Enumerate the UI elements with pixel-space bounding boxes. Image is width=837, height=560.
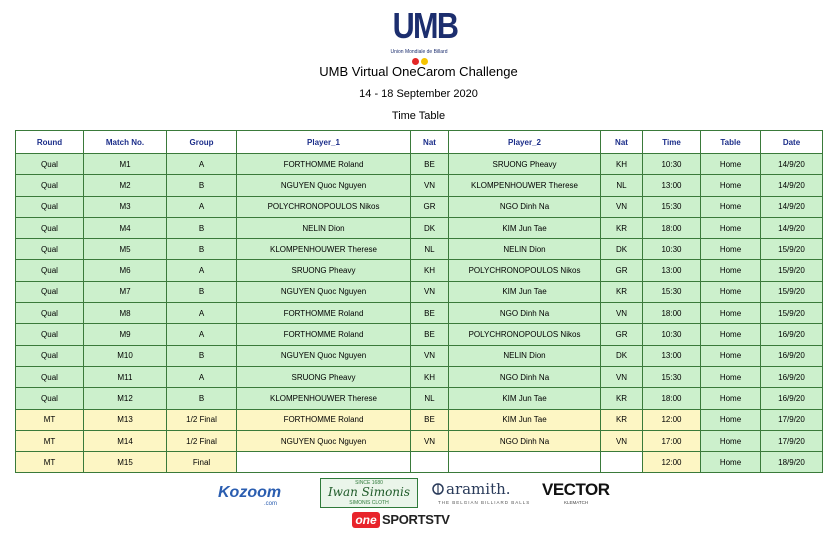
cell-time: 17:00 [643,430,701,451]
cell-nat-2: VN [601,430,643,451]
column-header: Date [761,131,823,154]
cell-group: A [167,366,237,387]
cell-date: 16/9/20 [761,345,823,366]
cell-match-no: M10 [84,345,167,366]
column-header: Table [701,131,761,154]
cell-nat-1: DK [411,217,449,238]
column-header: Time [643,131,701,154]
cell-player-2: NGO Dinh Na [449,430,601,451]
table-row [16,388,823,409]
table-row [16,303,823,324]
cell-date: 17/9/20 [761,409,823,430]
simonis-since: SINCE 1680 [355,480,383,486]
column-header: Group [167,131,237,154]
cell-group: B [167,239,237,260]
cell-date: 17/9/20 [761,430,823,451]
cell-round: MT [16,409,84,430]
cell-date: 14/9/20 [761,175,823,196]
table-row [16,196,823,217]
cell-group: B [167,345,237,366]
cell-round: Qual [16,217,84,238]
cell-date: 14/9/20 [761,154,823,175]
cell-player-2 [449,452,601,473]
table-header-row [16,131,823,154]
cell-table: Home [701,196,761,217]
cell-match-no: M13 [84,409,167,430]
cell-player-1: NGUYEN Quoc Nguyen [237,345,411,366]
cell-table: Home [701,324,761,345]
cell-match-no: M9 [84,324,167,345]
cell-nat-2: KR [601,281,643,302]
cell-match-no: M14 [84,430,167,451]
cell-date: 15/9/20 [761,239,823,260]
kozoom-name: Kozoom [218,484,282,501]
vector-name: VECTOR [542,480,610,499]
cell-player-1: NGUYEN Quoc Nguyen [237,430,411,451]
cell-time: 15:30 [643,281,701,302]
cell-table: Home [701,366,761,387]
cell-table: Home [701,303,761,324]
onesports-one: one [352,512,380,528]
cell-nat-1: NL [411,388,449,409]
cell-nat-1: KH [411,366,449,387]
table-row [16,430,823,451]
cell-match-no: M8 [84,303,167,324]
cell-player-2: POLYCHRONOPOULOS Nikos [449,324,601,345]
cell-nat-2: VN [601,196,643,217]
cell-player-2: KIM Jun Tae [449,281,601,302]
cell-group: 1/2 Final [167,409,237,430]
event-title: UMB Virtual OneCarom Challenge [319,64,518,79]
table-row [16,366,823,387]
cell-match-no: M7 [84,281,167,302]
table-row [16,217,823,238]
cell-time: 18:00 [643,217,701,238]
cell-group: A [167,196,237,217]
cell-time: 12:00 [643,409,701,430]
column-header: Nat [601,131,643,154]
cell-group: A [167,260,237,281]
cell-player-1: KLOMPENHOUWER Therese [237,388,411,409]
cell-player-1: SRUONG Pheavy [237,260,411,281]
vector-logo [542,480,627,508]
cell-match-no: M1 [84,154,167,175]
aramith-logo [432,480,532,508]
cell-match-no: M12 [84,388,167,409]
cell-player-1: KLOMPENHOUWER Therese [237,239,411,260]
cell-table: Home [701,217,761,238]
cell-nat-1: GR [411,196,449,217]
cell-nat-2: VN [601,366,643,387]
table-row [16,409,823,430]
column-header: Round [16,131,84,154]
cell-table: Home [701,175,761,196]
cell-player-1: FORTHOMME Roland [237,303,411,324]
aramith-name: aramith. [446,480,511,498]
cell-group: B [167,388,237,409]
cell-time: 18:00 [643,303,701,324]
cell-round: Qual [16,324,84,345]
cell-nat-1: BE [411,324,449,345]
cell-round: Qual [16,154,84,175]
cell-date: 15/9/20 [761,281,823,302]
cell-round: Qual [16,175,84,196]
cell-player-2: NELIN Dion [449,239,601,260]
cell-time: 12:00 [643,452,701,473]
cell-match-no: M4 [84,217,167,238]
cell-nat-1: KH [411,260,449,281]
cell-nat-1: BE [411,154,449,175]
cell-time: 18:00 [643,388,701,409]
cell-date: 15/9/20 [761,303,823,324]
cell-time: 13:00 [643,260,701,281]
aramith-tagline: THE BELGIAN BILLIARD BALLS [438,500,531,505]
time-table [15,130,823,473]
column-header: Player_1 [237,131,411,154]
cell-round: MT [16,452,84,473]
aramith-icon [432,482,444,496]
cell-nat-1: VN [411,430,449,451]
vector-sub: KLEMATCH [564,500,589,505]
cell-date: 16/9/20 [761,366,823,387]
table-row [16,239,823,260]
cell-table: Home [701,430,761,451]
sponsors-strip [0,478,837,560]
cell-group: 1/2 Final [167,430,237,451]
cell-round: Qual [16,260,84,281]
cell-table: Home [701,388,761,409]
cell-player-2: POLYCHRONOPOULOS Nikos [449,260,601,281]
cell-group: B [167,217,237,238]
cell-nat-2: KR [601,388,643,409]
section-title: Time Table [391,110,446,122]
cell-player-1: NGUYEN Quoc Nguyen [237,281,411,302]
cell-table: Home [701,345,761,366]
umb-logo [388,4,458,66]
cell-nat-1: BE [411,303,449,324]
cell-table: Home [701,409,761,430]
table-row [16,260,823,281]
kozoom-logo [218,484,298,508]
cell-group: A [167,154,237,175]
cell-match-no: M15 [84,452,167,473]
table-row [16,175,823,196]
cell-date: 18/9/20 [761,452,823,473]
cell-round: Qual [16,303,84,324]
table-row [16,452,823,473]
table-row [16,345,823,366]
cell-group: B [167,175,237,196]
cell-match-no: M6 [84,260,167,281]
cell-player-1 [237,452,411,473]
cell-player-2: NGO Dinh Na [449,196,601,217]
cell-nat-1: BE [411,409,449,430]
cell-table: Home [701,154,761,175]
cell-nat-2: DK [601,239,643,260]
cell-nat-2: GR [601,260,643,281]
cell-player-1: NELIN Dion [237,217,411,238]
cell-group: A [167,303,237,324]
cell-player-2: KIM Jun Tae [449,409,601,430]
cell-player-2: KIM Jun Tae [449,217,601,238]
simonis-name: Iwan Simonis [327,485,411,499]
cell-round: Qual [16,239,84,260]
column-header: Player_2 [449,131,601,154]
umb-logo-subtitle: Union Mondiale de Billard [390,49,448,55]
column-header: Match No. [84,131,167,154]
cell-date: 16/9/20 [761,388,823,409]
cell-nat-2: DK [601,345,643,366]
cell-time: 13:00 [643,345,701,366]
cell-table: Home [701,452,761,473]
cell-player-2: SRUONG Pheavy [449,154,601,175]
cell-time: 15:30 [643,196,701,217]
cell-player-1: FORTHOMME Roland [237,409,411,430]
cell-round: Qual [16,366,84,387]
simonis-logo [320,478,418,508]
cell-nat-1 [411,452,449,473]
cell-nat-1: VN [411,345,449,366]
cell-round: Qual [16,281,84,302]
table-row [16,154,823,175]
onesports-logo [352,512,470,528]
cell-nat-2: KH [601,154,643,175]
cell-nat-1: NL [411,239,449,260]
cell-player-1: NGUYEN Quoc Nguyen [237,175,411,196]
cell-date: 15/9/20 [761,260,823,281]
cell-time: 10:30 [643,154,701,175]
cell-nat-2: NL [601,175,643,196]
cell-date: 14/9/20 [761,196,823,217]
cell-player-2: KIM Jun Tae [449,388,601,409]
cell-player-1: SRUONG Pheavy [237,366,411,387]
table-row [16,281,823,302]
cell-match-no: M2 [84,175,167,196]
cell-table: Home [701,281,761,302]
cell-table: Home [701,239,761,260]
table-row [16,324,823,345]
cell-time: 10:30 [643,324,701,345]
kozoom-suffix: .com [264,501,278,507]
cell-nat-2: GR [601,324,643,345]
cell-nat-1: VN [411,281,449,302]
cell-time: 13:00 [643,175,701,196]
cell-time: 10:30 [643,239,701,260]
cell-date: 16/9/20 [761,324,823,345]
cell-date: 14/9/20 [761,217,823,238]
cell-match-no: M5 [84,239,167,260]
cell-match-no: M3 [84,196,167,217]
cell-player-1: FORTHOMME Roland [237,154,411,175]
cell-player-2: NGO Dinh Na [449,303,601,324]
cell-nat-1: VN [411,175,449,196]
umb-logo-letters: UMB [392,5,458,46]
cell-time: 15:30 [643,366,701,387]
cell-nat-2 [601,452,643,473]
simonis-sub: SIMONIS CLOTH [349,500,389,506]
cell-group: A [167,324,237,345]
cell-round: Qual [16,388,84,409]
cell-group: B [167,281,237,302]
cell-round: MT [16,430,84,451]
cell-player-2: NELIN Dion [449,345,601,366]
cell-player-1: FORTHOMME Roland [237,324,411,345]
onesports-sports: SPORTSTV [382,512,450,527]
column-header: Nat [411,131,449,154]
cell-player-1: POLYCHRONOPOULOS Nikos [237,196,411,217]
event-dates: 14 - 18 September 2020 [359,88,478,100]
cell-nat-2: KR [601,217,643,238]
cell-match-no: M11 [84,366,167,387]
cell-player-2: KLOMPENHOUWER Therese [449,175,601,196]
cell-player-2: NGO Dinh Na [449,366,601,387]
cell-nat-2: KR [601,409,643,430]
cell-nat-2: VN [601,303,643,324]
cell-round: Qual [16,345,84,366]
cell-group: Final [167,452,237,473]
cell-table: Home [701,260,761,281]
cell-round: Qual [16,196,84,217]
